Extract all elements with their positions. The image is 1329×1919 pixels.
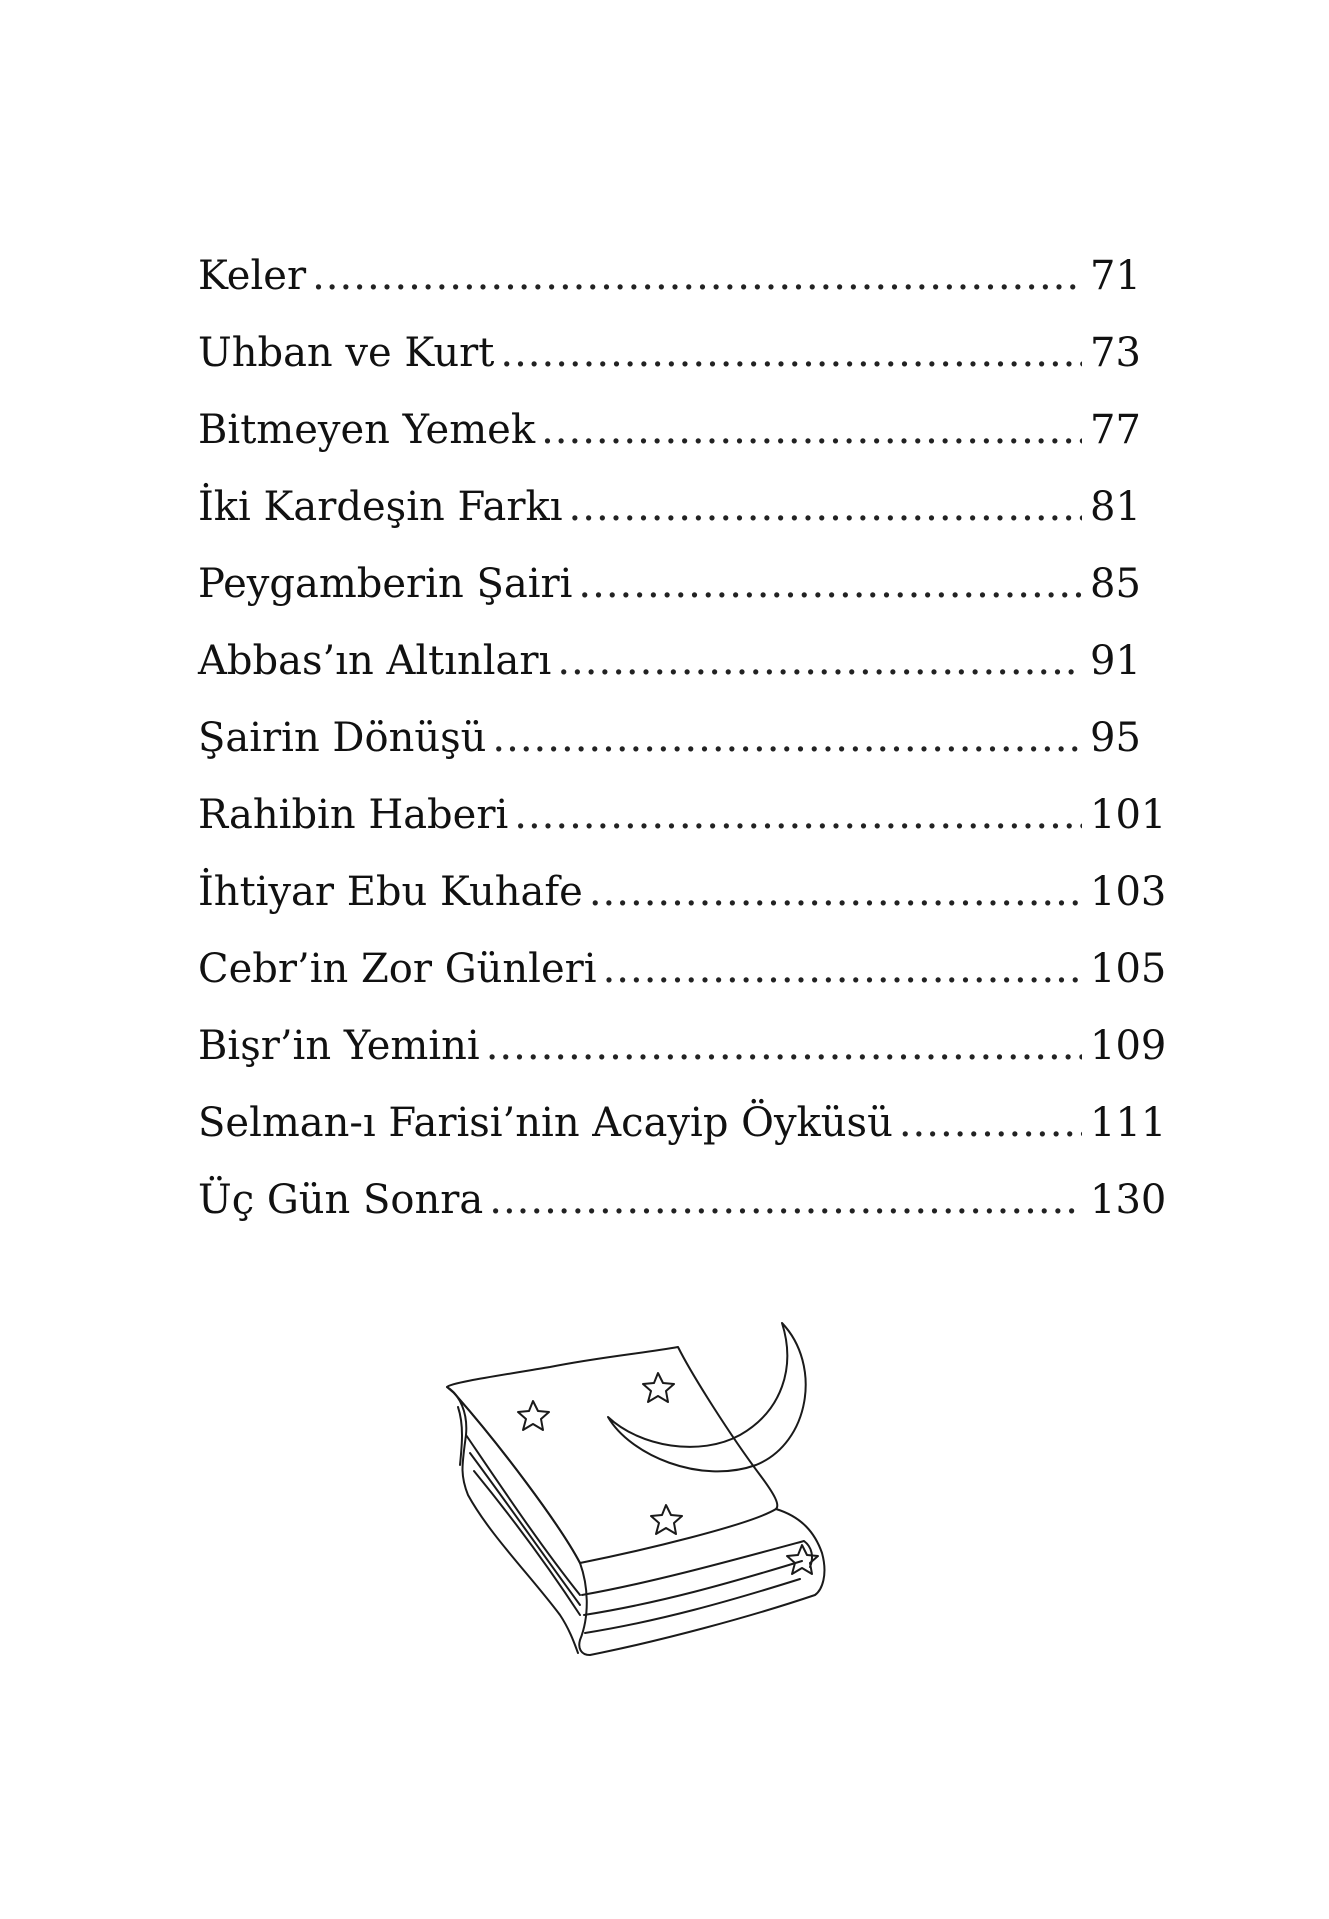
toc-dot-leader: [557, 623, 1082, 700]
toc-dot-leader: [578, 546, 1082, 623]
toc-entry: [198, 854, 1167, 931]
toc-entry-page: 103: [1090, 869, 1167, 915]
toc-dot-leader: [569, 469, 1082, 546]
star-icon: [518, 1401, 549, 1430]
toc-entry-page: 73: [1090, 330, 1141, 376]
toc-dot-leader: [489, 1162, 1082, 1239]
star-icon: [787, 1545, 818, 1574]
toc-entry-title: Şairin Dönüşü: [198, 715, 487, 761]
book-cover-edge: [454, 1393, 580, 1563]
toc-entry-page: 81: [1090, 484, 1141, 530]
book-pages-line: [470, 1453, 580, 1605]
book-cover-outline: [447, 1347, 777, 1563]
toc-entry-page: 91: [1090, 638, 1141, 684]
toc-entry-title: Peygamberin Şairi: [198, 561, 573, 607]
toc-dot-leader: [500, 315, 1082, 392]
table-of-contents: [198, 238, 1167, 1239]
toc-dot-leader: [603, 931, 1082, 1008]
toc-dot-leader: [514, 777, 1082, 854]
toc-entry-page: 95: [1090, 715, 1141, 761]
toc-entry-title: İki Kardeşin Farkı: [198, 484, 563, 530]
toc-dot-leader: [541, 392, 1082, 469]
toc-dot-leader: [486, 1008, 1082, 1085]
toc-entry-page: 101: [1090, 792, 1167, 838]
toc-entry-title: Cebr’in Zor Günleri: [198, 946, 597, 992]
book-with-crescent-and-stars-icon: [430, 1295, 910, 1735]
toc-entry-page: 71: [1090, 253, 1141, 299]
toc-entry: [198, 931, 1167, 1008]
book-spine-inner: [458, 1407, 462, 1465]
toc-entry-page: 85: [1090, 561, 1141, 607]
toc-entry: [198, 700, 1158, 777]
star-icon: [643, 1373, 674, 1402]
toc-entry-page: 77: [1090, 407, 1141, 453]
toc-entry-title: Abbas’ın Altınları: [198, 638, 552, 684]
toc-entry: [198, 392, 1158, 469]
toc-entry: [198, 623, 1158, 700]
toc-entry-title: Üç Gün Sonra: [198, 1177, 484, 1223]
toc-entry-title: Bitmeyen Yemek: [198, 407, 536, 453]
toc-entry-page: 109: [1090, 1023, 1167, 1069]
book-pages-left: [466, 1435, 580, 1595]
toc-dot-leader: [899, 1085, 1082, 1162]
toc-entry-title: İhtiyar Ebu Kuhafe: [198, 869, 583, 915]
toc-entry-title: Keler: [198, 253, 307, 299]
toc-entry: [198, 1008, 1167, 1085]
toc-entry: [198, 777, 1167, 854]
book-pages-bottom: [585, 1579, 800, 1633]
toc-entry: [198, 1085, 1167, 1162]
toc-entry-page: 105: [1090, 946, 1167, 992]
star-icon: [651, 1505, 682, 1534]
toc-entry: [198, 315, 1158, 392]
toc-entry-title: Rahibin Haberi: [198, 792, 509, 838]
book-pages-line: [474, 1471, 580, 1615]
toc-entry-title: Selman-ı Farisi’nin Acayip Öyküsü: [198, 1100, 893, 1146]
toc-entry: [198, 1162, 1167, 1239]
toc-dot-leader: [492, 700, 1082, 777]
toc-entry-page: 130: [1090, 1177, 1167, 1223]
toc-entry-title: Uhban ve Kurt: [198, 330, 495, 376]
toc-entry-title: Bişr’in Yemini: [198, 1023, 480, 1069]
toc-entry: [198, 469, 1158, 546]
toc-entry-page: 111: [1090, 1100, 1167, 1146]
toc-dot-leader: [589, 854, 1082, 931]
toc-dot-leader: [312, 238, 1082, 315]
toc-entry: [198, 238, 1158, 315]
toc-entry: [198, 546, 1158, 623]
